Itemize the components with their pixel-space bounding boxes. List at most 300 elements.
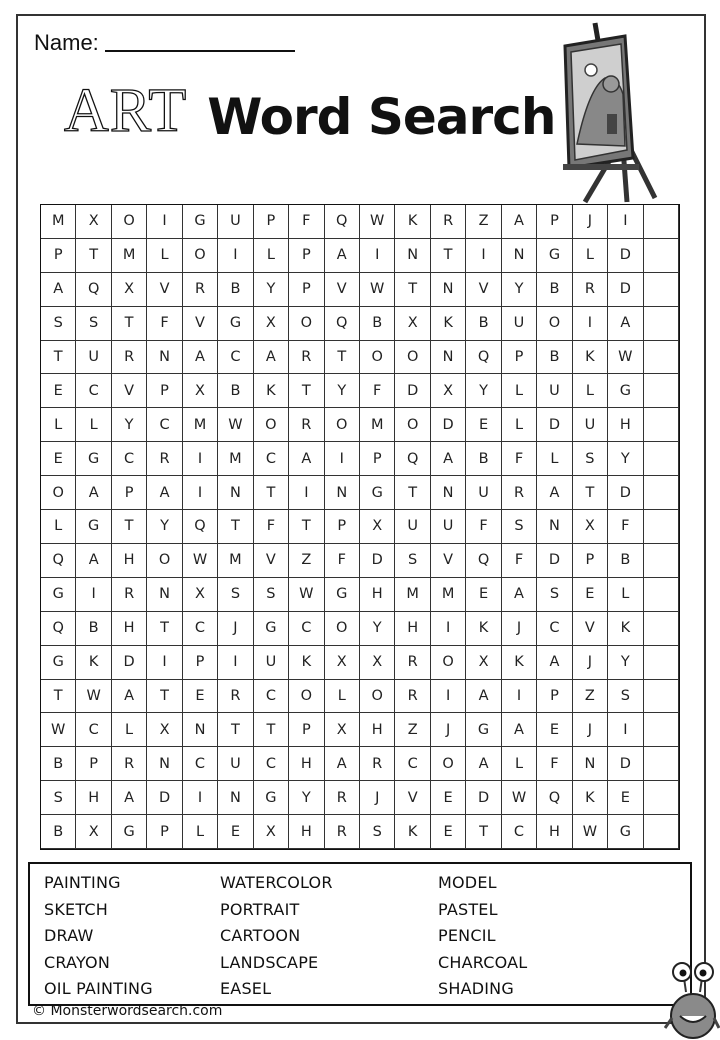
grid-cell: C [254,747,289,781]
grid-cell: T [218,510,253,544]
grid-cell: S [218,578,253,612]
grid-cell: G [76,510,111,544]
grid-cell: S [254,578,289,612]
grid-cell: R [502,476,537,510]
grid-cell: A [537,476,572,510]
name-blank-line [105,50,295,52]
word-list-item: SHADING [438,979,514,999]
grid-cell: W [360,273,395,307]
grid-cell: A [502,578,537,612]
grid-cell: X [395,307,430,341]
grid-cell: D [360,544,395,578]
grid-cell: A [325,239,360,273]
grid-cell: R [183,273,218,307]
grid-cell: Q [41,612,76,646]
grid-cell: U [573,408,608,442]
grid-cell: K [502,646,537,680]
grid-cell: O [431,747,466,781]
grid-cell: I [573,307,608,341]
grid-cell: B [218,273,253,307]
grid-cell [644,612,679,646]
grid-cell: L [573,374,608,408]
grid-cell: N [147,747,182,781]
grid-cell: J [573,646,608,680]
grid-cell: Y [112,408,147,442]
grid-cell: T [218,713,253,747]
grid-cell: I [466,239,501,273]
grid-cell: I [218,646,253,680]
grid-cell: T [147,680,182,714]
grid-cell: S [537,578,572,612]
grid-cell: N [537,510,572,544]
grid-cell: K [76,646,111,680]
grid-cell: B [41,815,76,849]
word-list-column-1 [44,870,153,1003]
grid-cell: E [41,374,76,408]
grid-cell [644,408,679,442]
grid-cell: A [466,747,501,781]
grid-cell: P [537,205,572,239]
word-list-item: CRAYON [44,952,111,972]
grid-cell: G [608,815,643,849]
word-list-item: SKETCH [44,899,108,919]
grid-cell: A [289,442,324,476]
grid-cell: Q [76,273,111,307]
grid-cell: A [466,680,501,714]
grid-cell: G [325,578,360,612]
grid-cell: X [76,205,111,239]
grid-cell: N [431,341,466,375]
title-word-search: Word Search [207,88,556,146]
grid-cell: A [431,442,466,476]
grid-cell: Y [608,442,643,476]
grid-cell: Q [325,307,360,341]
grid-cell: I [431,612,466,646]
grid-cell: E [573,578,608,612]
grid-cell: I [147,205,182,239]
grid-cell: C [537,612,572,646]
grid-cell: X [183,374,218,408]
grid-cell: I [502,680,537,714]
grid-cell: D [608,273,643,307]
grid-cell: A [608,307,643,341]
grid-cell: L [183,815,218,849]
grid-cell: G [466,713,501,747]
word-list-column-2 [220,870,333,1003]
grid-cell: V [112,374,147,408]
grid-cell: S [395,544,430,578]
grid-cell: U [431,510,466,544]
word-list-item: WATERCOLOR [220,873,333,892]
grid-cell: C [112,442,147,476]
grid-cell: Q [466,341,501,375]
grid-cell [644,307,679,341]
grid-cell: J [573,205,608,239]
grid-cell: K [289,646,324,680]
grid-cell: K [395,205,430,239]
grid-cell [644,680,679,714]
grid-cell: P [573,544,608,578]
grid-cell: P [147,815,182,849]
grid-cell: B [218,374,253,408]
grid-cell: N [502,239,537,273]
grid-cell: A [147,476,182,510]
grid-cell [644,815,679,849]
grid-cell: D [537,544,572,578]
grid-cell: O [325,408,360,442]
grid-cell [644,578,679,612]
grid-cell: N [147,341,182,375]
grid-cell: H [76,781,111,815]
grid-cell: Q [325,205,360,239]
grid-cell: V [183,307,218,341]
grid-cell: R [325,815,360,849]
word-list-item: EASEL [220,979,272,999]
grid-cell: A [112,680,147,714]
grid-cell: M [395,578,430,612]
grid-cell: E [466,578,501,612]
grid-cell: C [183,612,218,646]
name-label: Name: [34,30,99,55]
grid-cell: G [41,646,76,680]
grid-cell: G [254,612,289,646]
grid-cell: V [573,612,608,646]
grid-cell: N [431,476,466,510]
grid-cell: U [218,205,253,239]
grid-cell: E [41,442,76,476]
grid-cell: L [76,408,111,442]
grid-cell: Y [502,273,537,307]
grid-cell: T [41,341,76,375]
grid-cell: H [289,815,324,849]
grid-cell: B [608,544,643,578]
grid-cell: N [573,747,608,781]
grid-cell: C [183,747,218,781]
grid-cell: B [466,442,501,476]
grid-cell: Y [147,510,182,544]
copyright-text: © Monsterwordsearch.com [32,1003,223,1019]
grid-cell: Q [466,544,501,578]
grid-cell: G [537,239,572,273]
grid-cell: O [431,646,466,680]
grid-cell: L [608,578,643,612]
grid-cell: L [147,239,182,273]
grid-cell: H [112,544,147,578]
grid-cell: L [254,239,289,273]
grid-cell: H [608,408,643,442]
grid-cell: V [254,544,289,578]
grid-cell: G [183,205,218,239]
grid-cell: D [112,646,147,680]
grid-cell: V [147,273,182,307]
grid-cell: K [466,612,501,646]
grid-cell [644,510,679,544]
grid-cell: A [502,713,537,747]
grid-cell: A [76,476,111,510]
grid-cell: I [183,476,218,510]
grid-cell: X [360,646,395,680]
grid-cell: F [502,544,537,578]
grid-cell: N [431,273,466,307]
grid-cell [644,205,679,239]
grid-cell: L [502,374,537,408]
grid-cell: Q [537,781,572,815]
word-list-item: MODEL [438,873,497,892]
grid-cell: D [431,408,466,442]
grid-cell: R [289,408,324,442]
grid-cell: P [112,476,147,510]
grid-cell: M [360,408,395,442]
grid-cell [644,442,679,476]
grid-cell: J [431,713,466,747]
grid-cell: N [325,476,360,510]
grid-cell: G [254,781,289,815]
grid-cell: X [112,273,147,307]
grid-cell: V [325,273,360,307]
grid-cell: C [289,612,324,646]
word-list-item: PAINTING [44,873,121,892]
grid-cell: W [183,544,218,578]
grid-cell: Y [360,612,395,646]
grid-cell: R [325,781,360,815]
grid-cell: U [254,646,289,680]
grid-cell: E [537,713,572,747]
grid-cell: W [360,205,395,239]
grid-cell: P [360,442,395,476]
grid-cell: L [41,510,76,544]
grid-cell: F [289,205,324,239]
grid-cell: T [395,273,430,307]
grid-cell: O [325,612,360,646]
grid-cell: P [289,273,324,307]
word-search-grid [40,204,680,850]
grid-cell: U [502,307,537,341]
grid-cell: F [502,442,537,476]
grid-cell: R [112,578,147,612]
grid-cell: H [395,612,430,646]
grid-cell: E [183,680,218,714]
grid-cell: K [431,307,466,341]
grid-cell: X [325,713,360,747]
grid-cell: L [502,747,537,781]
grid-cell: U [537,374,572,408]
grid-cell: D [395,374,430,408]
grid-cell: G [112,815,147,849]
grid-cell: I [183,781,218,815]
grid-cell: X [147,713,182,747]
grid-cell: P [41,239,76,273]
word-list-item: DRAW [44,926,94,946]
grid-cell: S [360,815,395,849]
grid-cell: P [147,374,182,408]
grid-cell: A [325,747,360,781]
grid-cell: C [502,815,537,849]
grid-cell: O [254,408,289,442]
grid-cell: W [573,815,608,849]
grid-cell: E [608,781,643,815]
grid-cell: H [537,815,572,849]
grid-cell: H [289,747,324,781]
grid-cell: U [466,476,501,510]
grid-cell: S [41,307,76,341]
grid-cell: J [573,713,608,747]
grid-cell: V [395,781,430,815]
grid-cell: Z [573,680,608,714]
grid-cell: D [466,781,501,815]
grid-cell [644,781,679,815]
grid-cell: Y [466,374,501,408]
grid-cell: E [431,815,466,849]
grid-cell: Q [395,442,430,476]
grid-cell: I [360,239,395,273]
grid-cell: O [395,408,430,442]
grid-cell: O [183,239,218,273]
grid-cell: K [573,781,608,815]
title-art: ART [64,77,188,145]
grid-cell: K [254,374,289,408]
grid-cell: O [360,341,395,375]
grid-cell: Y [289,781,324,815]
grid-cell: O [537,307,572,341]
grid-cell: D [608,476,643,510]
grid-cell: O [360,680,395,714]
grid-cell [644,273,679,307]
grid-cell: G [41,578,76,612]
grid-cell: Z [466,205,501,239]
grid-cell: U [76,341,111,375]
grid-cell: U [395,510,430,544]
grid-cell: I [431,680,466,714]
grid-cell: O [41,476,76,510]
grid-cell: T [254,476,289,510]
grid-cell: V [431,544,466,578]
grid-cell: Z [289,544,324,578]
grid-cell: T [573,476,608,510]
grid-cell: R [431,205,466,239]
grid-cell: J [502,612,537,646]
grid-cell: M [41,205,76,239]
grid-cell: R [395,680,430,714]
grid-cell: T [466,815,501,849]
grid-cell: X [466,646,501,680]
grid-cell: V [466,273,501,307]
grid-cell: G [608,374,643,408]
word-list [28,862,692,1006]
word-list-item: LANDSCAPE [220,952,319,972]
grid-cell: P [183,646,218,680]
grid-cell: C [395,747,430,781]
grid-cell: P [254,205,289,239]
grid-cell: R [360,747,395,781]
grid-cell: M [218,442,253,476]
page-title [64,77,556,146]
grid-cell: D [537,408,572,442]
grid-cell: B [537,273,572,307]
grid-cell: B [466,307,501,341]
grid-cell: X [183,578,218,612]
grid-cell: X [325,646,360,680]
grid-cell: K [573,341,608,375]
grid-cell: F [147,307,182,341]
grid-cell: Q [183,510,218,544]
grid-cell: E [431,781,466,815]
grid-cell: T [254,713,289,747]
grid-cell: G [218,307,253,341]
grid-cell: P [502,341,537,375]
grid-cell: G [360,476,395,510]
grid-cell: A [76,544,111,578]
grid-cell: L [502,408,537,442]
grid-cell: M [183,408,218,442]
grid-cell: E [466,408,501,442]
grid-cell: R [218,680,253,714]
grid-cell: S [573,442,608,476]
grid-cell: T [76,239,111,273]
grid-cell: T [147,612,182,646]
grid-cell: I [183,442,218,476]
word-list-item: OIL PAINTING [44,979,153,999]
grid-cell: P [289,239,324,273]
grid-cell: T [112,307,147,341]
word-list-item: PORTRAIT [220,899,300,919]
name-field [34,30,295,56]
grid-cell: G [76,442,111,476]
grid-cell: B [360,307,395,341]
grid-cell: P [76,747,111,781]
grid-cell: U [218,747,253,781]
grid-cell: P [537,680,572,714]
grid-cell: X [254,815,289,849]
grid-cell: Y [608,646,643,680]
grid-cell [644,747,679,781]
grid-cell: I [608,713,643,747]
grid-cell: W [289,578,324,612]
easel-icon [555,18,660,204]
grid-cell: Y [254,273,289,307]
grid-cell: K [608,612,643,646]
grid-cell: I [608,205,643,239]
grid-cell: T [289,374,324,408]
grid-cell: I [76,578,111,612]
grid-cell: N [218,476,253,510]
grid-cell: B [41,747,76,781]
grid-cell: O [147,544,182,578]
grid-cell: H [112,612,147,646]
grid-cell [644,341,679,375]
grid-cell: R [112,747,147,781]
grid-cell: S [76,307,111,341]
grid-cell: H [360,578,395,612]
grid-cell: P [289,713,324,747]
grid-cell: X [431,374,466,408]
grid-cell: O [395,341,430,375]
grid-cell: S [608,680,643,714]
grid-cell: D [147,781,182,815]
grid-cell [644,544,679,578]
grid-cell: Z [395,713,430,747]
grid-cell: L [112,713,147,747]
grid-cell: F [360,374,395,408]
grid-cell: M [431,578,466,612]
grid-cell: O [112,205,147,239]
grid-cell: S [41,781,76,815]
grid-cell: W [76,680,111,714]
grid-cell: J [360,781,395,815]
grid-cell [644,239,679,273]
word-list-item: PASTEL [438,899,498,919]
grid-cell: Q [41,544,76,578]
word-list-column-3 [438,870,527,1003]
